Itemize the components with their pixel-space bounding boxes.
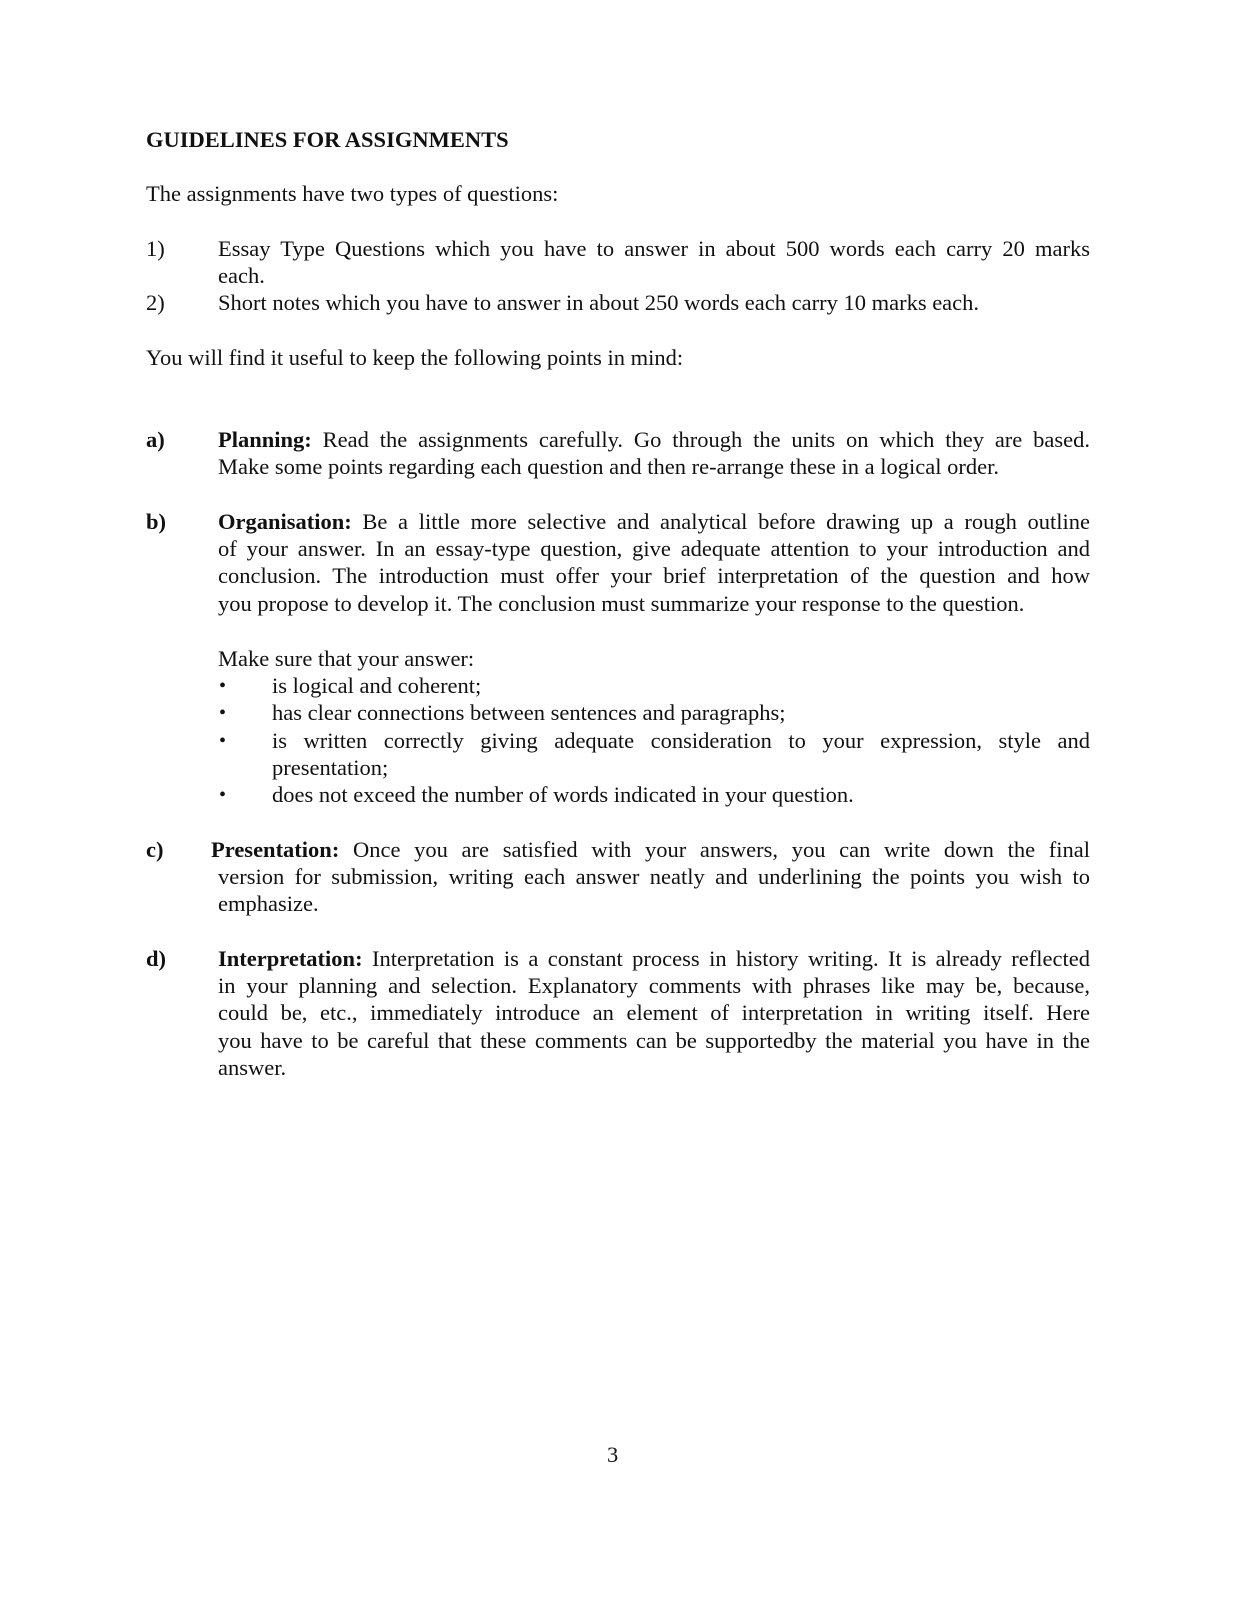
point-marker-a: a) xyxy=(146,427,165,452)
point-b-line-2: of your answer. In an essay-type question, give adequate attention to your introduction and xyxy=(218,536,1090,561)
point-a-line-2: Make some points regarding each question and then re-arrange these in a logical order. xyxy=(218,454,999,479)
point-b-line-3: conclusion. The introduction must offer your brief interpretation of the question and how xyxy=(218,563,1090,588)
question-type-2-line-1: Short notes which you have to answer in about 250 words each carry 10 marks each. xyxy=(218,290,980,315)
point-b-line-1 xyxy=(218,508,1090,536)
point-c-line-2: version for submission, writing each answer neatly and underlining the points you wish to xyxy=(218,864,1090,889)
page-title: GUIDELINES FOR ASSIGNMENTS xyxy=(146,127,509,152)
point-d-text: Interpretation is a constant process in history writing. It is already reflected xyxy=(362,946,1090,971)
point-a-heading: Planning: xyxy=(218,427,312,452)
question-type-1-line-1: Essay Type Questions which you have to answer in about 500 words each carry 20 marks xyxy=(218,236,1090,261)
intro-text: The assignments have two types of questions: xyxy=(146,181,559,206)
bullet-icon: • xyxy=(219,675,227,697)
bullet-icon: • xyxy=(219,730,227,752)
point-d-line-3: could be, etc., immediately introduce an element of interpretation in writing itself. Here xyxy=(218,1000,1090,1025)
point-b-line-4: you propose to develop it. The conclusion must summarize your response to the question. xyxy=(218,591,1025,616)
point-marker-d: d) xyxy=(146,946,167,971)
point-d-line-5: answer. xyxy=(218,1055,287,1080)
point-a-text: Read the assignments carefully. Go through the units on which they are based. xyxy=(311,427,1090,452)
bullet-icon: • xyxy=(219,702,227,724)
bullet-icon: • xyxy=(219,784,227,806)
point-c-line-1 xyxy=(211,836,1090,864)
point-marker-b: b) xyxy=(146,509,167,534)
list-marker-2: 2) xyxy=(146,290,165,315)
point-d-line-1 xyxy=(218,945,1090,973)
point-d-line-4: you have to be careful that these comments can be supportedby the material you have in the xyxy=(218,1028,1090,1053)
point-a-line-1 xyxy=(218,426,1090,454)
point-c-heading: Presentation: xyxy=(211,837,340,862)
checklist-item-1: is logical and coherent; xyxy=(272,673,482,698)
checklist-item-2: has clear connections between sentences and paragraphs; xyxy=(272,700,786,725)
points-intro-text: You will find it useful to keep the following points in mind: xyxy=(146,345,684,370)
checklist-intro: Make sure that your answer: xyxy=(218,646,475,671)
checklist-item-4: does not exceed the number of words indicated in your question. xyxy=(272,782,854,807)
checklist-item-3-line-1: is written correctly giving adequate consideration to your expression, style and xyxy=(272,728,1090,753)
point-b-heading: Organisation: xyxy=(218,509,352,534)
point-marker-c: c) xyxy=(146,837,164,862)
page-number: 3 xyxy=(607,1442,619,1467)
list-marker-1: 1) xyxy=(146,236,165,261)
question-type-1-line-2: each. xyxy=(218,263,265,288)
point-c-text: Once you are satisfied with your answers, you can write down the final xyxy=(339,837,1090,862)
point-d-line-2: in your planning and selection. Explanatory comments with phrases like may be, because, xyxy=(218,973,1090,998)
point-d-heading: Interpretation: xyxy=(218,946,363,971)
checklist-item-3-line-2: presentation; xyxy=(272,755,389,780)
point-c-line-3: emphasize. xyxy=(218,891,319,916)
point-b-text: Be a little more selective and analytical before drawing up a rough outline xyxy=(351,509,1090,534)
